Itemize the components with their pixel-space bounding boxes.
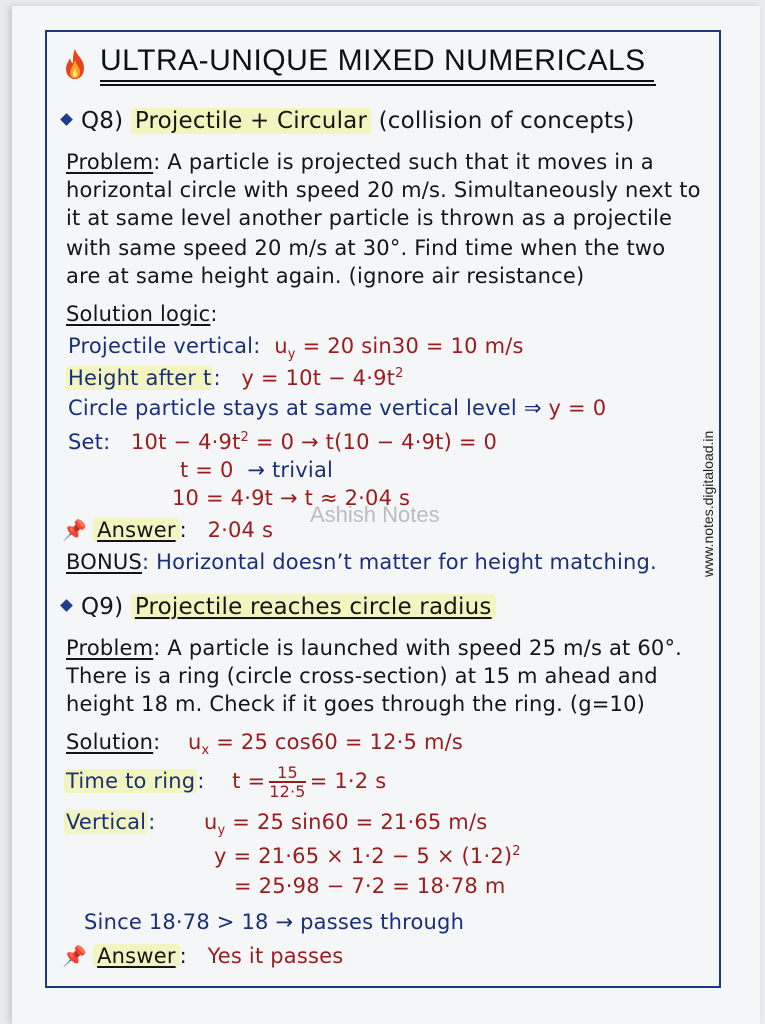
q9-time-equation: t = $\frac{15}{12\cdot 5}$ = 1·2 s: [232, 763, 387, 801]
q8-heading: [62, 108, 635, 134]
title-underline-double: [100, 84, 656, 86]
q8-height-equation: $y = 10t - 4\cdot 9t^2$: [241, 366, 404, 390]
title-underline: [100, 80, 654, 82]
fire-icon: [62, 48, 88, 80]
pushpin-icon: 📌: [62, 518, 88, 542]
q8-problem-line-4: with same speed 20 m/s at 30°. Find time when the two: [66, 236, 666, 260]
q8-height-step: Height after t: $y = 10t - 4\cdot 9t^2$: [68, 366, 404, 390]
q8-answer-value: 2·04 s: [207, 518, 274, 542]
q8-number: Q8): [81, 108, 124, 134]
q9-title: Projectile reaches circle radius: [131, 594, 496, 620]
q9-answer: 📌 Answer : Yes it passes: [62, 944, 344, 968]
q9-time-line: Time to ring: t = $\frac{15}{12\cdot 5}$ = 1·2 s: [66, 763, 387, 801]
q8-answer-label: Answer: [93, 518, 180, 542]
q8-problem-line-3: it at same level another particle is thrown as a projectile: [66, 206, 673, 230]
q8-set-step: Set: $10t - 4\cdot 9t^2 = 0 \to t(10 - 4\cdot 9t) = 0$: [68, 430, 498, 454]
q8-bonus-label: BONUS: [66, 550, 142, 574]
q9-conclusion: Since 18·78 > 18 → passes through: [84, 910, 465, 934]
page-title: ULTRA-UNIQUE MIXED NUMERICALS: [100, 44, 646, 77]
q8-trivial-step: t = 0 → trivial: [180, 458, 334, 482]
q8-solution-heading: Solution logic:: [66, 302, 218, 326]
q9-problem-label: Problem: [66, 636, 154, 660]
q9-solution-label: Solution: [66, 730, 154, 754]
fraction: $\frac{15}{12\cdot 5}$: [269, 763, 306, 801]
q8-set-equation: $10t - 4\cdot 9t^2 = 0 \to t(10 - 4\cdot 9t) = 0$: [131, 430, 498, 454]
q8-vertical-equation: $u_y = 20$ sin30 = 10 m/s: [274, 334, 524, 363]
q9-heading: [62, 594, 496, 620]
q9-uy-equation: $u_y = 25$ sin60 = 21·65 m/s: [204, 810, 488, 839]
q8-root-step: 10 = 4·9t → t ≈ 2·04 s: [172, 486, 411, 510]
q8-problem-line-2: horizontal circle with speed 20 m/s. Simultaneously next to: [66, 178, 701, 202]
watermark: Ashish Notes: [310, 502, 440, 527]
q8-circle-step: Circle particle stays at same vertical level ⇒ y = 0: [68, 396, 607, 420]
q8-problem-line-1: Problem: A particle is projected such that it moves in a: [66, 150, 654, 174]
q8-answer: 📌 Answer : 2·04 s: [62, 518, 274, 542]
q9-y-equation: $y = 21\cdot 65 \times 1\cdot 2 - 5 \times (1\cdot 2)^2$: [214, 844, 521, 868]
q8-problem-line-5: are at same height again. (ignore air resistance): [66, 264, 585, 288]
q9-solution-line: Solution: $u_x = 25$ cos60 = 12·5 m/s: [66, 730, 464, 759]
q9-answer-value: Yes it passes: [207, 944, 344, 968]
q8-bonus: BONUS: Horizontal doesn’t matter for height matching.: [66, 550, 657, 574]
diamond-icon: [60, 599, 73, 612]
q9-problem-line-2: There is a ring (circle cross-section) at 15 m ahead and: [66, 664, 658, 688]
q9-number: Q9): [81, 594, 124, 620]
q9-problem-line-3: height 18 m. Check if it goes through the ring. (g=10): [66, 692, 646, 716]
q8-subtitle: (collision of concepts): [378, 108, 635, 134]
q8-problem-label: Problem: [66, 150, 154, 174]
side-url: www.notes.digitaload.in: [700, 430, 716, 577]
q8-vertical-step: Projectile vertical: $u_y = 20$ sin30 = 10 m/s: [68, 334, 524, 363]
q9-answer-label: Answer: [93, 944, 180, 968]
q9-y-result: = 25·98 − 7·2 = 18·78 m: [234, 874, 506, 898]
q9-problem-line-1: Problem: A particle is launched with speed 25 m/s at 60°.: [66, 636, 683, 660]
diamond-icon: [60, 113, 73, 126]
q9-vertical-line: Vertical:: [66, 810, 156, 834]
pushpin-icon: 📌: [62, 944, 88, 968]
q9-ux-equation: $u_x = 25$ cos60 = 12·5 m/s: [187, 730, 464, 759]
q8-title: Projectile + Circular: [131, 108, 371, 134]
